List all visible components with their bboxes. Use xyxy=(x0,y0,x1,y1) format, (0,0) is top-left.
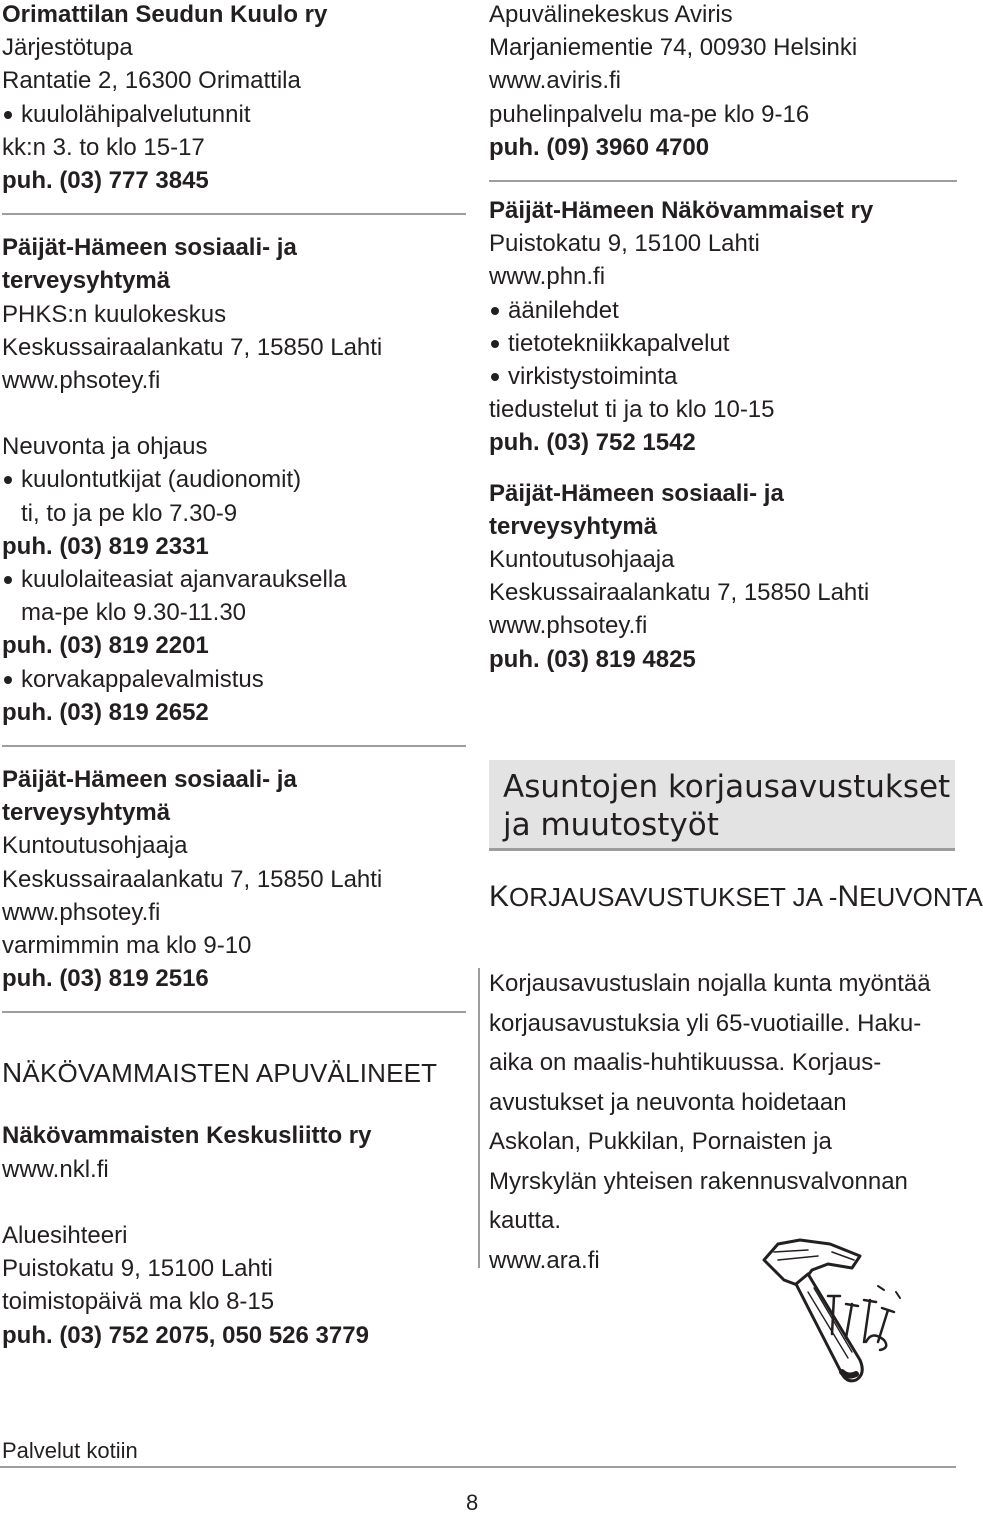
address-line: Rantatie 2, 16300 Orimattila xyxy=(2,67,301,95)
bullet-item: virkistystoiminta xyxy=(489,360,957,393)
org-block-kuntoutus-right xyxy=(489,477,957,676)
org-name: Päijät-Hämeen sosiaali- ja xyxy=(489,479,784,507)
org-name: terveysyhtymä xyxy=(2,799,171,827)
bullet-item: tietotekniikkapalvelut xyxy=(489,327,957,360)
phone-number: puh. (03) 819 2516 xyxy=(2,965,209,993)
phone-number: puh. (03) 819 2331 xyxy=(2,532,209,560)
bullet-item: kuulolähipalvelutunnit xyxy=(2,98,466,131)
left-column xyxy=(2,0,466,1352)
phone-number: puh. (03) 752 1542 xyxy=(489,429,696,457)
org-name: terveysyhtymä xyxy=(489,512,658,540)
org-name: Päijät-Hämeen Näkövammaiset ry xyxy=(489,197,874,225)
org-name: Näkövammaisten Keskusliitto ry xyxy=(2,1122,372,1150)
phone-number: puh. (03) 819 4825 xyxy=(489,645,696,673)
address-line: Puistokatu 9, 15100 Lahti xyxy=(489,230,760,258)
org-name: Apuvälinekeskus Aviris xyxy=(489,1,733,28)
address-line: Marjaniementie 74, 00930 Helsinki xyxy=(489,34,858,62)
address-line: Keskussairaalankatu 7, 15850 Lahti xyxy=(2,865,383,893)
department: PHKS:n kuulokeskus xyxy=(2,300,227,328)
phone-number: puh. (03) 819 2652 xyxy=(2,698,209,726)
section-banner xyxy=(489,760,955,851)
address-line: Järjestötupa xyxy=(2,34,133,62)
website-link[interactable]: www.phn.fi xyxy=(489,263,606,291)
address-line: Puistokatu 9, 15100 Lahti xyxy=(2,1255,273,1283)
bullet-item: korvakappalevalmistus xyxy=(2,663,466,696)
website-link[interactable]: www.ara.fi xyxy=(489,1246,600,1274)
org-block-phks xyxy=(2,231,466,729)
section-nakovammaisten-apuvalineet xyxy=(2,1055,466,1351)
address-line: Keskussairaalankatu 7, 15850 Lahti xyxy=(489,579,870,607)
org-name: terveysyhtymä xyxy=(2,267,171,295)
bullet-item: kuulontutkijat (audionomit) xyxy=(2,463,466,496)
section-heading: NÄKÖVAMMAISTEN APUVÄLINEET xyxy=(2,1057,438,1089)
hours: puhelinpalvelu ma-pe klo 9-16 xyxy=(489,100,810,128)
footer-label: Palvelut kotiin xyxy=(2,1438,138,1463)
department: Kuntoutusohjaaja xyxy=(489,546,675,574)
column-separator xyxy=(478,968,480,1268)
bullet-continuation: kk:n 3. to klo 15-17 xyxy=(2,133,205,161)
org-block-kuntoutus xyxy=(2,763,466,995)
page-number: 8 xyxy=(466,1490,479,1515)
footer-divider xyxy=(0,1466,956,1468)
hours: varmimmin ma klo 9-10 xyxy=(2,932,252,960)
contact-role: Aluesihteeri xyxy=(2,1221,128,1249)
bullet-item: äänilehdet xyxy=(489,294,957,327)
department: Kuntoutusohjaaja xyxy=(2,832,188,860)
website-link[interactable]: www.phsotey.fi xyxy=(2,367,161,395)
hours: tiedustelut ti ja to klo 10-15 xyxy=(489,396,775,424)
phone-number: puh. (03) 752 2075, 050 526 3779 xyxy=(2,1321,369,1349)
org-name: Päijät-Hämeen sosiaali- ja xyxy=(2,766,297,794)
section-heading-korjausavustukset: KORJAUSAVUSTUKSET JA -NEUVONTA xyxy=(489,880,983,913)
phone-number: puh. (03) 819 2201 xyxy=(2,632,209,660)
bullet-item: kuulolaiteasiat ajanvarauksella xyxy=(2,563,466,596)
phone-number: puh. (09) 3960 4700 xyxy=(489,133,710,161)
website-link[interactable]: www.aviris.fi xyxy=(489,67,622,95)
address-line: Keskussairaalankatu 7, 15850 Lahti xyxy=(2,333,383,361)
org-block-aviris xyxy=(489,0,957,164)
banner-title: Asuntojen korjausavustukset ja muutostyöt xyxy=(503,769,951,843)
org-name: Päijät-Hämeen sosiaali- ja xyxy=(2,234,297,262)
org-name: Orimattilan Seudun Kuulo ry xyxy=(2,1,328,28)
org-block-kuulo xyxy=(2,0,466,197)
hammer-and-nails-icon xyxy=(748,1230,918,1400)
phone-number: puh. (03) 777 3845 xyxy=(2,167,209,195)
website-link[interactable]: www.phsotey.fi xyxy=(489,612,648,640)
bullet-continuation: ti, to ja pe klo 7.30-9 xyxy=(21,499,238,527)
website-link[interactable]: www.nkl.fi xyxy=(2,1155,109,1183)
body-paragraph: Korjausavustuslain nojalla kunta myöntää korjausavustuksia yli 65-vuotiaille. Haku- aika on maalis-huhtikuussa. Korjaus- avustukset ja neuvonta hoidetaan Askolan, Pukkilan, Pornaisten ja Myrskylän yhteisen rakennusvalvonnan kautta. www.ara.fi xyxy=(489,964,949,1280)
bullet-continuation: ma-pe klo 9.30-11.30 xyxy=(21,599,247,627)
right-column xyxy=(489,0,957,676)
org-block-phn xyxy=(489,194,957,460)
subheading: Neuvonta ja ohjaus xyxy=(2,433,208,461)
hours: toimistopäivä ma klo 8-15 xyxy=(2,1288,275,1316)
website-link[interactable]: www.phsotey.fi xyxy=(2,898,161,926)
